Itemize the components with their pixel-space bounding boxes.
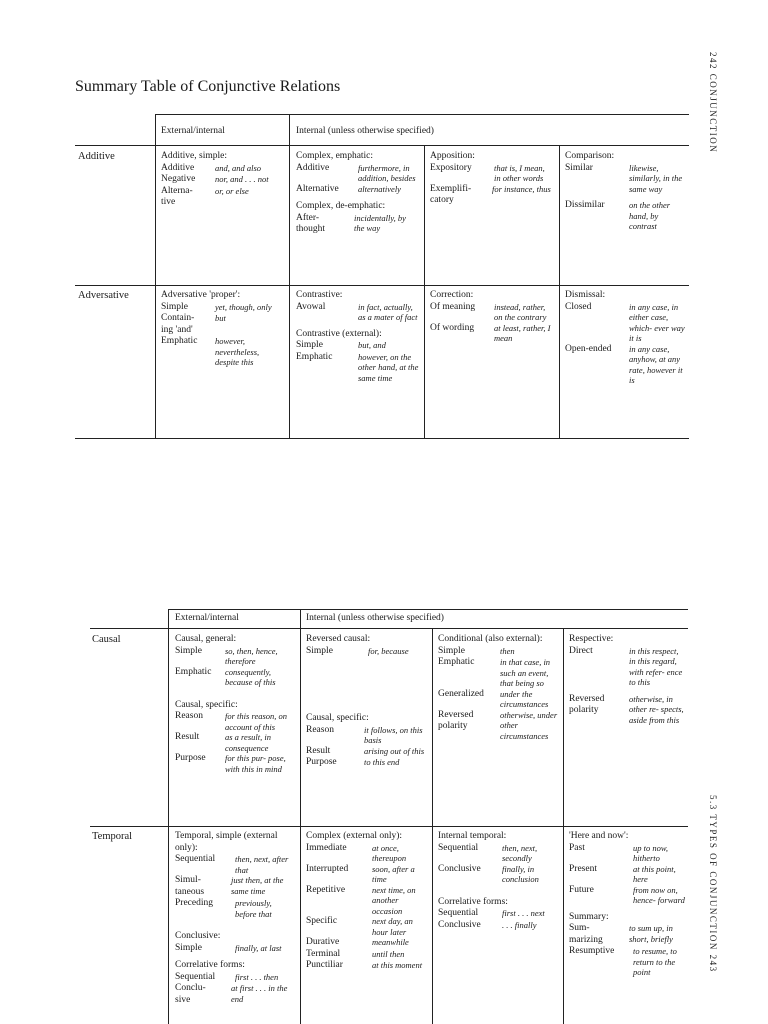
entry-value: for this pur- pose, with this in mind (225, 753, 286, 774)
entry-value: yet, though, only (215, 301, 272, 312)
table2-col-rule-1 (168, 609, 169, 1024)
entry (430, 184, 556, 207)
category-head: Temporal, simple (external only): (175, 831, 278, 853)
table2-top-rule (168, 609, 688, 610)
entry-value: first . . . next (502, 908, 545, 918)
entry-value: otherwise, in other re- spects, aside from this (629, 693, 684, 725)
entry-value: at least, rather, I mean (494, 322, 551, 343)
entry (175, 646, 297, 667)
entry (161, 313, 285, 336)
entry-value: just then, at the same time (231, 875, 284, 896)
category-head: Complex, emphatic: (296, 151, 374, 161)
entry-key: Sequential (175, 971, 216, 982)
table2-col-header-external: External/internal (175, 613, 239, 623)
entry-key: Closed (565, 301, 592, 312)
category-head: Respective: (569, 634, 614, 644)
entry-key: Result (306, 745, 331, 756)
entry (175, 943, 297, 955)
entry-key: Conclusive (438, 863, 481, 874)
entry-key: Terminal (306, 948, 341, 959)
table1-header-rule (75, 145, 689, 146)
entry-value: likewise, similarly, in the same way (629, 162, 683, 194)
entry-key: Simple (175, 645, 202, 656)
entry-key: Sequential (175, 854, 216, 864)
entry-value: from now on, hence- forward (633, 884, 685, 905)
entry (438, 689, 562, 710)
row-label-additive: Additive (78, 151, 115, 162)
entry-value: at this moment (372, 960, 423, 970)
entry-key: Open-ended (565, 343, 612, 354)
additive-cell-internal-3 (565, 151, 689, 232)
entry-key: Simple (175, 942, 202, 953)
entry-value: as a result, in consequence (225, 732, 271, 753)
entry (175, 753, 297, 774)
entry-key: Emphatic (161, 336, 198, 346)
entry (569, 646, 687, 688)
entry (175, 983, 297, 1006)
entry (438, 908, 562, 920)
temporal-cell-internal-1 (306, 831, 430, 972)
entry (161, 163, 285, 175)
entry (569, 885, 687, 906)
entry (306, 916, 430, 937)
entry-key: Punctiliar (306, 960, 343, 970)
entry (175, 854, 297, 875)
table1-col-rule-1 (155, 114, 156, 438)
entry-key: Simple (306, 645, 333, 656)
table1-row-rule (75, 285, 689, 286)
entry-value: in this respect, in this regard, with refer- ence to this (629, 645, 683, 687)
entry-key: Reason (175, 711, 203, 721)
table2-row-rule (90, 826, 688, 827)
entry-key: Sequential (438, 842, 479, 853)
entry (306, 864, 430, 885)
entry (438, 646, 562, 658)
entry (569, 694, 687, 726)
category-head: Contrastive: (296, 290, 343, 300)
spacer (175, 919, 297, 931)
causal-cell-internal-3 (569, 634, 687, 725)
entry-key: Conclusive (438, 919, 481, 930)
entry (438, 843, 562, 864)
spacer (306, 657, 430, 713)
entry-value: to this end (364, 757, 400, 767)
entry-key: Future (569, 884, 594, 895)
entry (175, 875, 297, 898)
entry-value: for instance, thus (492, 183, 551, 194)
entry-value: and, and also (215, 162, 262, 173)
category-head: Comparison: (565, 151, 615, 161)
category-head: Summary: (569, 911, 609, 922)
category-head: Correction: (430, 290, 474, 300)
entry (565, 302, 689, 344)
causal-cell-internal-2 (438, 634, 562, 741)
entry-key: Of meaning (430, 301, 476, 312)
entry-value: incidentally, by the way (354, 212, 406, 233)
entry-key: Sequential (438, 908, 479, 918)
category-head: Additive, simple: (161, 151, 227, 161)
entry (175, 898, 297, 919)
additive-cell-external (161, 151, 285, 209)
entry (306, 885, 430, 917)
entry-key: Resumptive (569, 946, 615, 956)
entry-key: After- thought (296, 212, 326, 234)
temporal-cell-internal-2 (438, 831, 562, 931)
category-head: Reversed causal: (306, 634, 371, 644)
entry (569, 843, 687, 864)
category-head: Causal, specific: (175, 699, 238, 710)
entry (569, 946, 687, 978)
row-label-temporal: Temporal (92, 831, 133, 842)
entry (296, 302, 422, 323)
entry-key: Simple (161, 301, 188, 312)
entry-value: in any case, in either case, which- ever way it is (629, 301, 685, 343)
entry (306, 937, 430, 949)
entry (565, 163, 689, 195)
entry (161, 336, 285, 368)
category-head: Conditional (also external): (438, 634, 543, 644)
entry (306, 646, 430, 658)
entry-value: instead, rather, on the contrary (494, 301, 547, 322)
entry-value: at once, thereupon (372, 842, 407, 863)
table1-col-rule-2 (289, 114, 290, 438)
entry-value: first . . . then (235, 971, 279, 982)
table1-bottom-rule (75, 438, 689, 439)
entry-value: . . . finally (502, 919, 537, 930)
page-title: Summary Table of Conjunctive Relations (75, 78, 341, 95)
entry-key: Avowal (296, 301, 326, 312)
entry-value: for this reason, on account of this (225, 711, 288, 732)
category-head: Complex (external only): (306, 831, 403, 841)
entry-value: however, on the other hand, at the same time (358, 351, 419, 383)
entry-key: Direct (569, 645, 593, 656)
entry-key: Negative (161, 174, 196, 184)
entry-key: Of wording (430, 322, 475, 333)
table1-col-rule-4 (559, 145, 560, 438)
table2-header-rule (90, 628, 688, 629)
table2-col-rule-2 (300, 609, 301, 1024)
category-head: Correlative forms: (175, 960, 245, 970)
entry (296, 163, 422, 184)
entry-key: Contain- ing 'and' (161, 313, 195, 335)
entry-key: Reversed polarity (569, 693, 605, 715)
entry (296, 213, 422, 236)
table1-col-rule-3 (424, 145, 425, 438)
category-head: Apposition: (430, 151, 475, 161)
entry-key: Conclu- sive (175, 983, 206, 1005)
entry (306, 746, 430, 758)
entry (569, 923, 687, 946)
entry-value: that is, I mean, in other words (494, 162, 545, 183)
additive-cell-internal-1 (296, 151, 422, 236)
table2-col-rule-4 (563, 628, 564, 1024)
entry-key: Repetitive (306, 884, 346, 895)
entry-value: nor, and . . . not (215, 174, 269, 184)
entry (296, 184, 422, 196)
entry-value: in that case, in such an event, that being so (500, 657, 551, 688)
entry-key: Simul- taneous (175, 875, 205, 897)
category-head: Adversative 'proper': (161, 290, 241, 300)
entry (161, 174, 285, 186)
entry-value: furthermore, in addition, besides (358, 162, 416, 183)
entry-key: Reason (306, 724, 334, 735)
entry-value: to resume, to return to the point (633, 946, 677, 977)
adversative-cell-external (161, 290, 285, 368)
entry (175, 732, 297, 753)
entry (438, 920, 562, 932)
entry-key: Specific (306, 916, 338, 926)
entry-key: Additive (161, 162, 195, 173)
entry (306, 725, 430, 746)
entry (565, 200, 689, 232)
table2-col-rule-3 (432, 628, 433, 1024)
temporal-cell-internal-3 (569, 831, 687, 978)
entry (296, 340, 422, 352)
entry (565, 344, 689, 386)
entry-value: previously, before that (235, 898, 272, 919)
table2-col-header-internal: Internal (unless otherwise specified) (306, 613, 444, 623)
entry-value: then, next, after that (235, 854, 289, 875)
entry-key: Immediate (306, 842, 347, 853)
entry-value: until then (372, 948, 405, 959)
entry-value: next time, on another occasion (372, 884, 416, 916)
adversative-cell-internal-2 (430, 290, 556, 344)
entry-value: soon, after a time (372, 863, 415, 884)
entry-key: Sum- marizing (569, 923, 603, 945)
entry-value: up to now, hitherto (633, 842, 669, 863)
category-head: Correlative forms: (438, 896, 508, 907)
entry (430, 323, 556, 344)
entry-value: it follows, on this basis (364, 724, 423, 745)
category-head: 'Here and now': (569, 831, 629, 841)
entry-key: Present (569, 863, 597, 874)
table1-col-header-internal: Internal (unless otherwise specified) (296, 126, 434, 136)
entry-key: Simple (296, 340, 323, 350)
entry-key: Expository (430, 162, 472, 173)
entry-value: but, and (358, 340, 386, 350)
entry (430, 163, 556, 184)
entry-value: for, because (368, 645, 409, 656)
entry (175, 711, 297, 732)
category-head: Complex, de-emphatic: (296, 201, 386, 211)
entry-value: finally, at last (235, 942, 282, 953)
entry (296, 352, 422, 384)
category-head: Contrastive (external): (296, 328, 382, 339)
entry-key: Durative (306, 937, 340, 947)
entry-key: Emphatic (175, 666, 212, 677)
table1-col-header-external: External/internal (161, 126, 225, 136)
adversative-cell-internal-3 (565, 290, 689, 386)
entry-key: Alternative (296, 183, 339, 194)
entry (306, 960, 430, 972)
entry-key: Emphatic (438, 657, 475, 667)
running-head-bottom: 5.3 TYPES OF CONJUNCTION 243 (708, 795, 718, 973)
entry-value: or, or else (215, 185, 249, 196)
entry-key: Emphatic (296, 351, 333, 362)
causal-cell-internal-1 (306, 634, 430, 769)
entry (438, 864, 562, 885)
entry-value: then, next, secondly (502, 842, 538, 863)
entry (175, 667, 297, 688)
row-label-adversative: Adversative (78, 290, 129, 301)
spacer (438, 885, 562, 897)
table1-top-rule (155, 114, 689, 115)
entry (306, 757, 430, 769)
entry (306, 843, 430, 864)
entry (161, 186, 285, 209)
running-head-top: 242 CONJUNCTION (708, 52, 718, 154)
entry (161, 302, 285, 314)
entry-value: to sum up, in short, briefly (629, 923, 673, 944)
spacer (175, 688, 297, 700)
category-head: Dismissal: (565, 290, 606, 300)
entry-value: alternatively (358, 183, 401, 194)
category-head: Internal temporal: (438, 831, 507, 841)
additive-cell-internal-2 (430, 151, 556, 207)
entry (430, 302, 556, 323)
entry-key: Purpose (306, 757, 337, 767)
entry-key: Past (569, 842, 585, 853)
entry-key: Alterna- tive (161, 185, 193, 207)
entry-value: next day, an hour later (372, 916, 413, 937)
entry-key: Reversed polarity (438, 709, 474, 731)
entry (569, 864, 687, 885)
entry (438, 710, 562, 742)
category-head: Causal, specific: (306, 713, 369, 723)
entry-key: Exemplifi- catory (430, 183, 472, 205)
entry-value: otherwise, under other circumstances (500, 709, 558, 741)
entry-value: under the circumstances (500, 688, 549, 709)
entry-key: Generalized (438, 688, 484, 699)
entry-key: Interrupted (306, 863, 349, 874)
entry-value: in any case, anyhow, at any rate, however it is (629, 343, 683, 385)
entry-key: Simple (438, 645, 465, 656)
entry-value: consequently, because of this (225, 666, 276, 687)
entry-value: on the other hand, by contrast (629, 200, 671, 231)
entry-value: at this point, here (633, 863, 676, 884)
entry-value: meanwhile (372, 937, 409, 947)
entry (306, 949, 430, 961)
entry-key: Similar (565, 162, 593, 173)
entry-value: in fact, actually, as a mater of fact (358, 301, 418, 322)
entry-value: but (215, 313, 226, 323)
entry (175, 972, 297, 984)
entry-key: Preceding (175, 898, 213, 908)
entry (438, 657, 562, 689)
causal-cell-external (175, 634, 297, 774)
entry-key: Dissimilar (565, 200, 605, 210)
adversative-cell-internal-1 (296, 290, 422, 383)
entry-value: so, then, hence, therefore (225, 645, 278, 666)
entry-value: then (500, 645, 515, 656)
row-label-causal: Causal (92, 634, 121, 645)
entry-value: finally, in conclusion (502, 863, 539, 884)
category-head: Conclusive: (175, 931, 221, 941)
entry-key: Result (175, 732, 200, 742)
entry-value: at first . . . in the end (231, 983, 288, 1004)
entry-value: however, nevertheless, despite this (215, 336, 260, 367)
temporal-cell-external (175, 831, 297, 1006)
entry-value: arising out of this (364, 745, 425, 756)
category-head: Causal, general: (175, 634, 237, 644)
entry-key: Purpose (175, 753, 206, 763)
entry-key: Additive (296, 162, 330, 173)
